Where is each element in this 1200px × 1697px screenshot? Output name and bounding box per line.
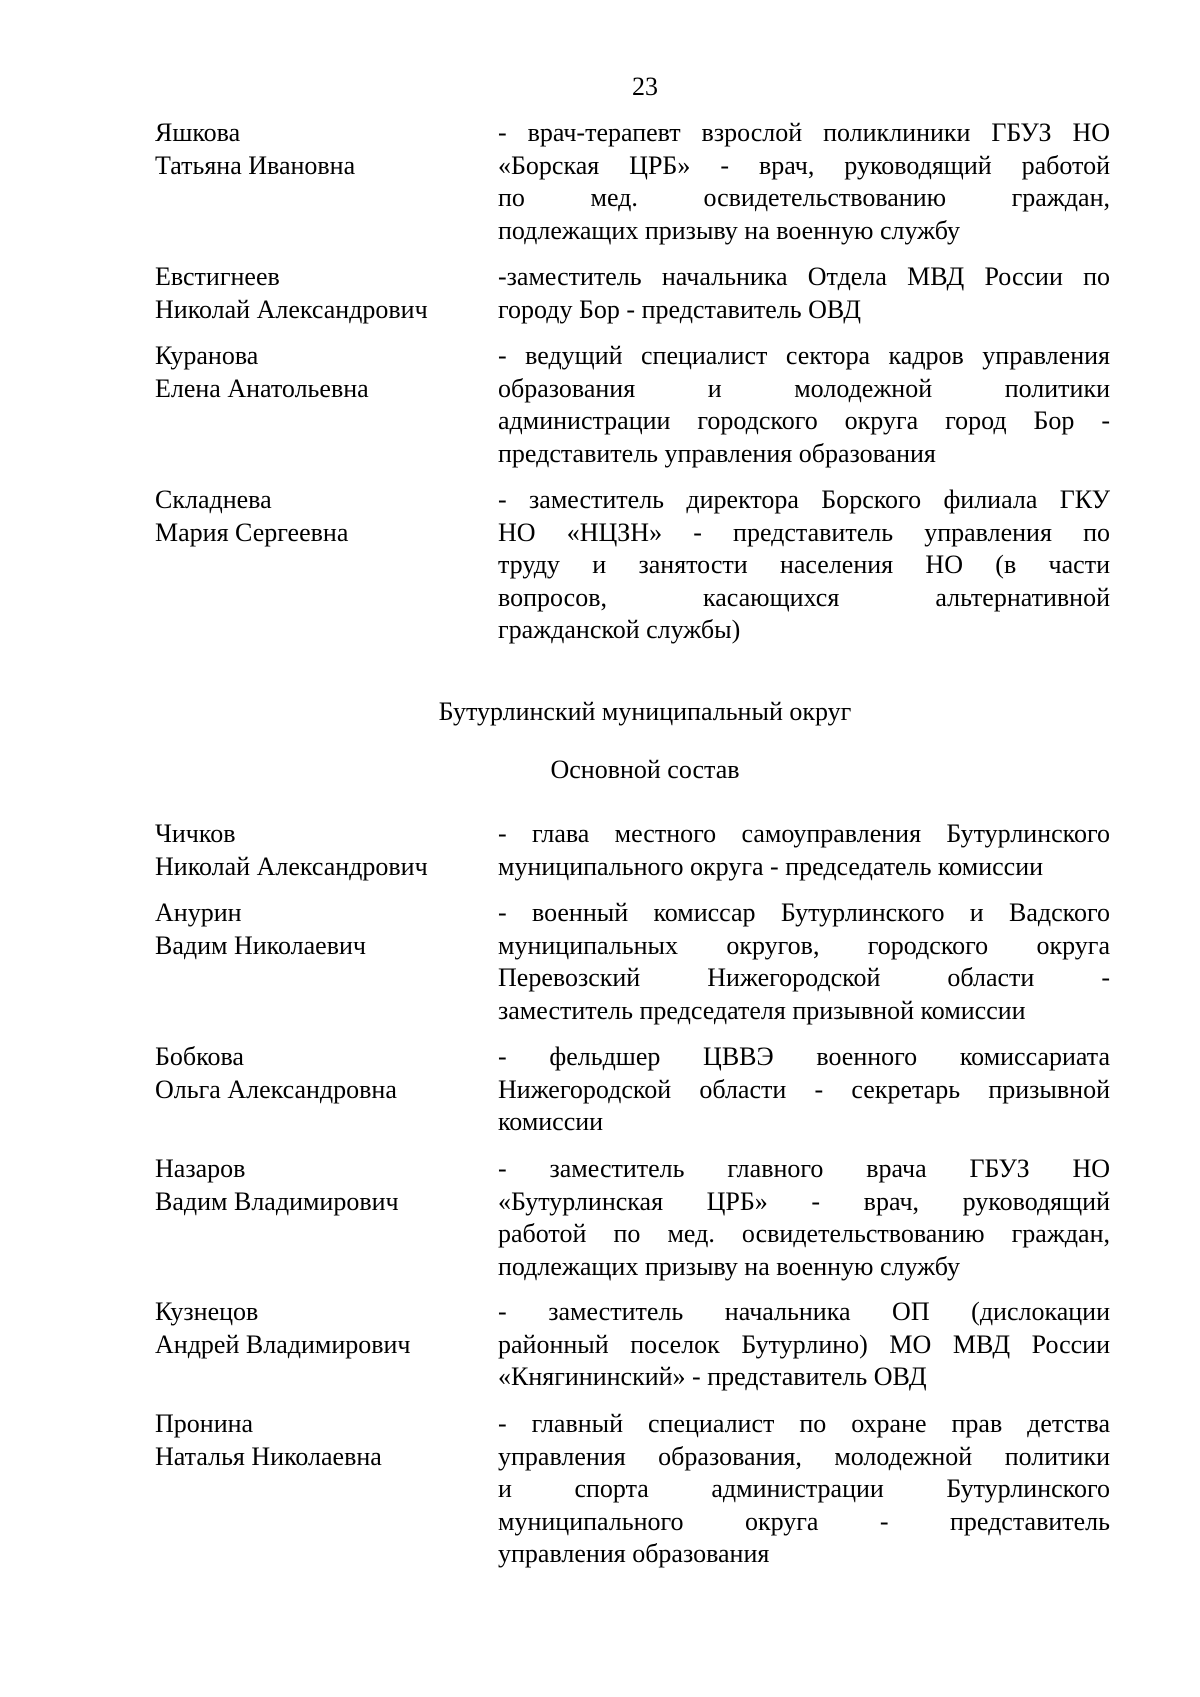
member-given-name: Елена Анатольевна [155,373,369,403]
member-name [155,1041,485,1106]
role-line: по мед. освидетельствованию граждан, [498,183,1110,212]
member-surname: Складнева [155,485,272,514]
role-line: Нижегородской области - секретарь призывной [498,1074,1110,1104]
section-title: Бутурлинский муниципальный округ [438,697,852,726]
member-given-name: Вадим Владимирович [155,1186,399,1216]
member-given-name: Мария Сергеевна [155,517,349,547]
member-given-name: Андрей Владимирович [155,1329,411,1359]
member-surname: Евстигнеев [155,262,280,291]
role-line: - заместитель начальника ОП (дислокации [498,1297,1110,1326]
member-given-name: Татьяна Ивановна [155,150,356,180]
member-role [498,117,1110,247]
member-role [498,1296,1110,1394]
role-line: - заместитель главного врача ГБУЗ НО [498,1154,1110,1183]
role-line: работой по мед. освидетельствованию граждан, [498,1219,1110,1248]
role-line: подлежащих призыву на военную службу [498,215,960,245]
member-surname: Куранова [155,341,259,370]
member-given-name: Вадим Николаевич [155,930,366,960]
role-line: администрации городского округа город Бор - [498,406,1110,435]
role-line: управления образования [498,1539,770,1568]
member-role [498,340,1110,470]
member-surname: Пронина [155,1409,254,1438]
member-role [498,818,1110,883]
member-name [155,1153,485,1218]
member-given-name: Наталья Николаевна [155,1441,382,1471]
member-surname: Бобкова [155,1042,244,1071]
role-line: вопросов, касающихся альтернативной [498,582,1110,612]
member-name [155,340,485,405]
role-line: - ведущий специалист сектора кадров управления [498,341,1110,370]
member-role [498,1041,1110,1139]
member-surname: Кузнецов [155,1297,259,1326]
member-role [498,1153,1110,1283]
member-given-name: Ольга Александровна [155,1074,397,1104]
member-role [498,484,1110,647]
role-line: «Борская ЦРБ» - врач, руководящий работой [498,150,1110,180]
role-line: гражданской службы) [498,615,741,644]
role-line: муниципальных округов, городского округа [498,930,1110,960]
role-line: образования и молодежной политики [498,373,1110,403]
member-name [155,818,485,883]
member-role [498,897,1110,1027]
role-line: муниципального округа - представитель [498,1506,1110,1536]
member-surname: Чичков [155,819,236,848]
role-line: - заместитель директора Борского филиала ГКУ [498,485,1110,514]
member-surname: Анурин [155,898,242,927]
role-line: «Княгининский» - представитель ОВД [498,1362,927,1391]
subsection-title: Основной состав [550,755,740,784]
role-line: представитель управления образования [498,438,936,468]
member-name [155,117,485,182]
member-name [155,1408,485,1473]
role-line: Перевозский Нижегородской области - [498,963,1110,992]
member-role [498,1408,1110,1571]
role-line: подлежащих призыву на военную службу [498,1251,960,1281]
role-line: заместитель председателя призывной комиссии [498,995,1026,1025]
member-name [155,1296,485,1361]
role-line: - врач-терапевт взрослой поликлиники ГБУЗ НО [498,118,1110,147]
role-line: и спорта администрации Бутурлинского [498,1474,1110,1503]
role-line: - военный комиссар Бутурлинского и Вадского [498,898,1110,927]
role-line: - фельдшер ЦВВЭ военного комиссариата [498,1042,1110,1071]
page-number: 23 [632,72,658,101]
member-surname: Яшкова [155,118,241,147]
member-surname: Назаров [155,1154,246,1183]
member-name [155,897,485,962]
role-line: - глава местного самоуправления Бутурлинского [498,819,1110,848]
member-role [498,261,1110,326]
role-line: «Бутурлинская ЦРБ» - врач, руководящий [498,1186,1110,1216]
role-line: управления образования, молодежной политики [498,1441,1110,1471]
role-line: труду и занятости населения НО (в части [498,550,1110,579]
role-line: муниципального округа - председатель комиссии [498,851,1044,881]
role-line: - главный специалист по охране прав детства [498,1409,1110,1438]
role-line: НО «НЦЗН» - представитель управления по [498,517,1110,547]
member-given-name: Николай Александрович [155,851,428,881]
role-line: -заместитель начальника Отдела МВД России по [498,262,1110,291]
role-line: городу Бор - представитель ОВД [498,294,861,324]
member-name [155,261,485,326]
role-line: районный поселок Бутурлино) МО МВД России [498,1329,1110,1359]
member-given-name: Николай Александрович [155,294,428,324]
role-line: комиссии [498,1107,604,1136]
member-name [155,484,485,549]
